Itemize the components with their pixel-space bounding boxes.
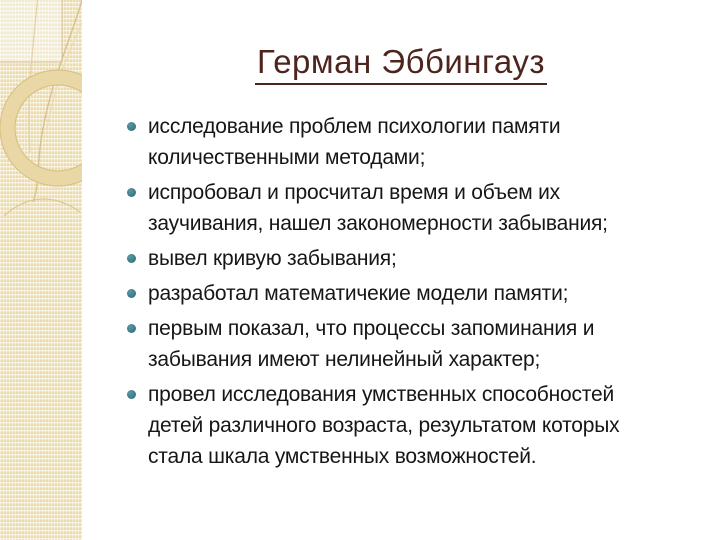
bullet-line: стала шкала умственных возможностей. bbox=[148, 445, 537, 468]
bullet-dot-icon bbox=[127, 390, 136, 399]
bullet-dot-icon bbox=[127, 254, 136, 263]
sidebar-ornament-graphic bbox=[0, 0, 82, 540]
bullet-dot-icon bbox=[127, 122, 136, 131]
bullet-dot-icon bbox=[127, 324, 136, 333]
bullet-item bbox=[127, 243, 720, 274]
bullet-item bbox=[127, 177, 720, 239]
slide-title: Герман Эббингауз bbox=[255, 42, 547, 85]
ring-ornament bbox=[0, 70, 82, 186]
bullet-line: количественными методами; bbox=[148, 146, 426, 169]
bullet-item bbox=[127, 313, 720, 375]
bullet-line: детей различного возраста, результатом которых bbox=[148, 414, 620, 437]
bullet-line: первым показал, что процессы запоминания и bbox=[148, 317, 595, 340]
bullet-line: вывел кривую забывания; bbox=[148, 247, 397, 270]
bullet-list bbox=[127, 111, 720, 472]
bullet-line: разработал математичекие модели памяти; bbox=[148, 282, 569, 305]
corner-square-ornament bbox=[0, 0, 62, 62]
decorative-sidebar bbox=[0, 0, 82, 540]
slide-content bbox=[82, 0, 720, 540]
bullet-line: исследование проблем психологии памяти bbox=[148, 115, 561, 138]
bullet-dot-icon bbox=[127, 188, 136, 197]
bullet-line: заучивания, нашел закономерности забывания; bbox=[148, 212, 608, 235]
bullet-item bbox=[127, 379, 720, 472]
bullet-line: забывания имеют нелинейный характер; bbox=[148, 348, 541, 371]
bullet-dot-icon bbox=[127, 289, 136, 298]
bullet-line: провел исследования умственных способностей bbox=[148, 383, 614, 406]
bullet-item bbox=[127, 278, 720, 309]
title-area bbox=[82, 42, 720, 85]
bullet-item bbox=[127, 111, 720, 173]
bullet-line: испробовал и просчитал время и объем их bbox=[148, 181, 560, 204]
